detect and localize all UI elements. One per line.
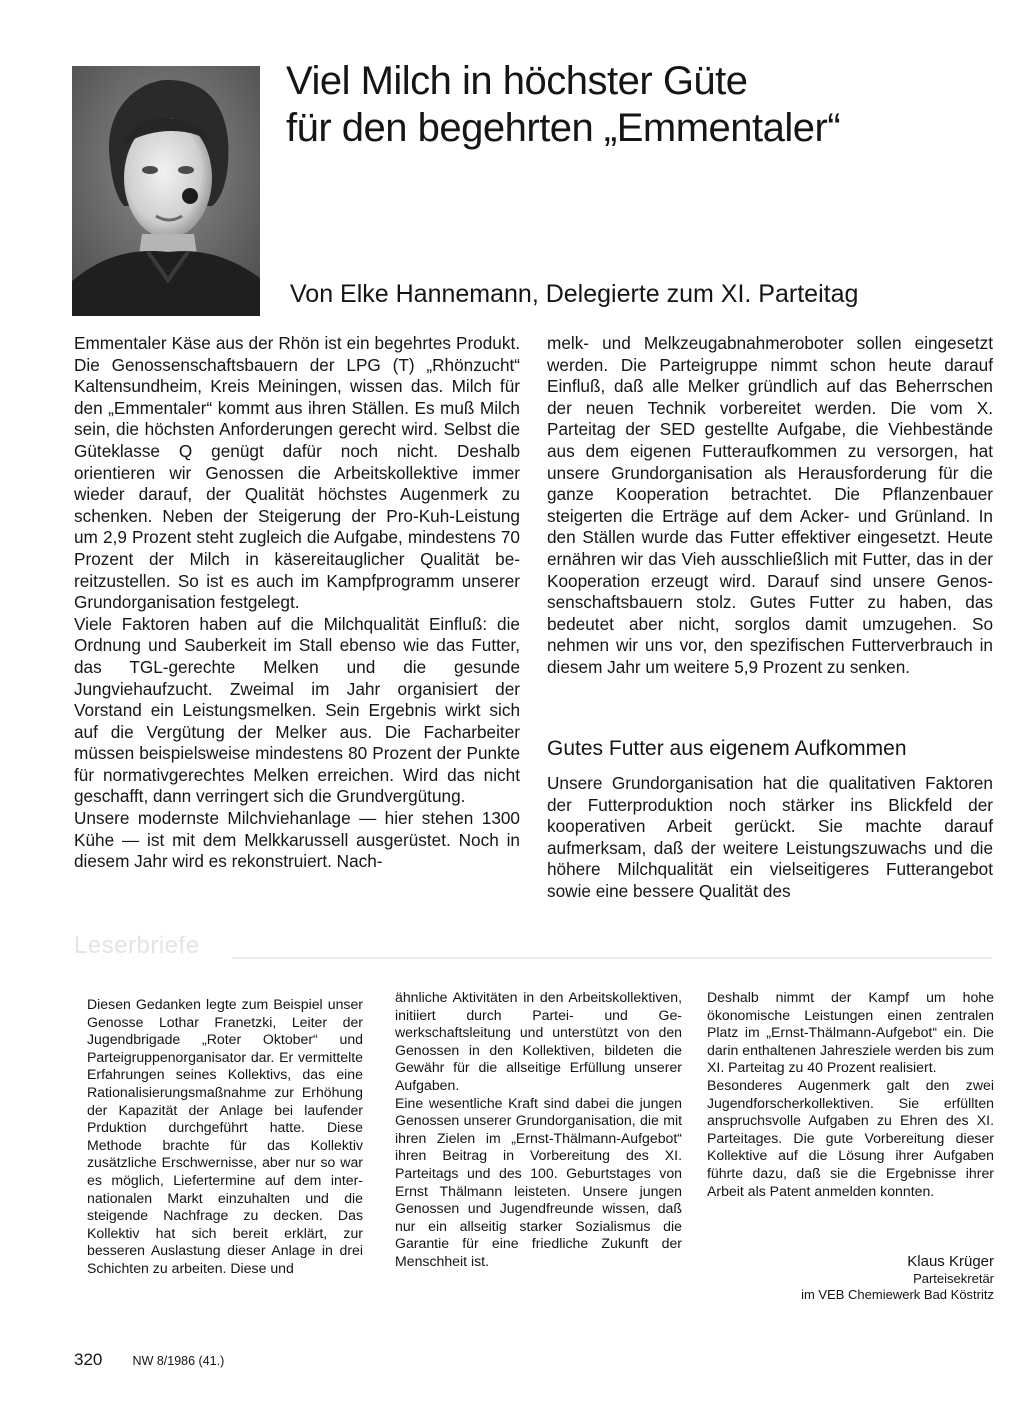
author-name: Klaus Krüger <box>907 1253 994 1270</box>
author-portrait-photo <box>72 66 260 316</box>
article-headline <box>286 58 986 152</box>
section-divider <box>232 957 992 959</box>
letter-column-2 <box>395 989 682 1271</box>
article-column-1 <box>74 333 520 873</box>
paragraph: Viele Faktoren haben auf die Milchqualität Einfluß: die Ordnung und Sauberkeit im Stall ebenso wie das Futter, das TGL-gerechte Melken und die gesunde Jungviehaufzucht. Zweimal im Jahr organisiert der Vorstand ein Leistungsmelken. Sein Ergebnis wirkt sich auf die Vergütung der Melker aus. Die Facharbeiter müssen beispielsweise mindestens 80 Prozent der Punkte für normativgerechtes Melken erreichen. Wird das nicht geschafft, dann verringert sich die Grundvergütung. <box>74 613 520 807</box>
paragraph: melk- und Melkzeugabnahmeroboter sollen eingesetzt werden. Die Parteigruppe nimmt schon heute darauf Einfluß, daß alle Melker gründlich auf das Beherrschen der neuen Technik vorbereitet werden. Die vom X. Parteitag der SED gestellte Aufgabe, die Viehbestände aus dem eigenen Futteraufkommen zu versorgen, hat unsere Grundorganisation als Herausforderung für die ganze Kooperation betrachtet. Die Pflanzenbauer steigerten die Erträge auf dem Acker- und Grünland. In den Ställen wurde das Futter effektiver eingesetzt. Heute ernähren wir das Vieh ausschließlich mit Futter, das in der Kooperation erzeugt wird. Darauf sind unsere Genossenschaftsbauern stolz. Gutes Futter zu haben, das bedeutet aber nicht, sorglos damit umzugehen. So nehmen wir uns vor, den spezifischen Futterverbrauch in diesem Jahr um weitere 5,9 Prozent zu senken. <box>547 333 993 677</box>
letter-column-3 <box>707 989 994 1200</box>
paragraph: Eine wesentliche Kraft sind dabei die jungen Genossen unserer Grundorganisation, die mit ihren Zielen im „Ernst-Thälmann-Aufgebot“ ihren Beitrag in Vorbereitung des XI. Parteitags und des 100. Geburtstages von Ernst Thälmann leisteten. Unsere jungen Genossen und Jugendfreunde wissen, daß nur ein allseitig starker Sozialismus die Garantie für eine friedliche Zukunft der Menschheit ist. <box>395 1094 682 1269</box>
paragraph: Deshalb nimmt der Kampf um hohe ökonomische Leistungen einen zentralen Platz im „Ernst-Thälmann-Aufgebot“ ein. Die darin enthaltenen Jahresziele werden bis zum XI. Parteitag zu 40 Prozent realisiert. <box>707 989 994 1076</box>
author-role: Parteisekretär <box>913 1271 994 1286</box>
paragraph: Emmentaler Käse aus der Rhön ist ein begehrtes Produkt. Die Genossenschaftsbauern der LPG (T) „Rhönzucht“ Kaltensundheim, Kreis Meiningen, wissen das. Milch für den „Emmentaler“ kommt aus ihren Ställen. Es muß Milch sein, die höchsten Anforderungen gerecht wird. Selbst die Güteklasse Q genügt dafür noch nicht. Deshalb orientieren wir Genossen die Arbeitskollektive immer wieder darauf, der Qualität höchstes Augenmerk zu schenken. Neben der Steigerung der Pro-Kuh-Leistung um 2,9 Prozent steht zugleich die Aufgabe, mindestens 70 Prozent der Milch in käsereitauglicher Qualität bereitzustellen. So ist es auch im Kampfprogramm unserer Grundorganisation festgelegt. <box>74 333 520 613</box>
letter-signature <box>707 1253 994 1303</box>
headline-line: für den begehrten „Emmentaler“ <box>286 106 841 150</box>
article-column-2-continued <box>547 773 993 903</box>
letters-section-label: Leserbriefe <box>74 932 200 959</box>
paragraph: Unsere Grundorganisation hat die qualitativen Faktoren der Futterproduktion noch stärker ins Blickfeld der kooperativen Arbeit gerückt. Sie machte darauf aufmerksam, daß der weitere Leistungszuwachs und die höhere Milchqualität ein vielseitigeres Futterangebot sowie eine bessere Qualität des <box>547 773 993 901</box>
headline-line: Viel Milch in höchster Güte <box>286 59 748 103</box>
publication-source: NW 8/1986 (41.) <box>132 1354 225 1368</box>
page-footer <box>74 1350 224 1370</box>
article-byline: Von Elke Hannemann, Delegierte zum XI. Parteitag <box>290 280 859 308</box>
article-column-2 <box>547 333 993 679</box>
article-subheading: Gutes Futter aus eigenem Aufkommen <box>547 737 907 760</box>
paragraph: Diesen Gedanken legte zum Beispiel unser Genosse Lothar Franetzki, Leiter der Jugendbrigade „Roter Oktober“ und Parteigruppenorganisator dar. Er vermittelte Erfahrungen seines Kollektivs, das eine Rationalisierungsmaßnahme zur Erhöhung der Kapazität der Anlage bei laufender Prduktion durchgeführt hatte. Diese Methode brachte für das Kollektiv zusätzliche Erschwernisse, aber nur so war es möglich, Liefertermine auf dem internationalen Markt einzuhalten und die steigende Nachfrage zu decken. Das Kollektiv hat sich bereit erklärt, zur besseren Auslastung dieser Anlage in drei Schichten zu arbeiten. Diese und <box>87 996 363 1276</box>
paragraph: Unsere modernste Milchviehanlage — hier stehen 1300 Kühe — ist mit dem Melkkarussell ausgerüstet. Noch in diesem Jahr wird es rekonstruiert. Nach- <box>74 808 520 872</box>
page-number: 320 <box>74 1350 103 1369</box>
letter-column-1 <box>87 996 363 1278</box>
paragraph: Besonderes Augenmerk galt den zwei Jugendforscherkollektiven. Sie erfüllten anspruchsvolle Aufgaben zu Ehren des XI. Parteitages. Die gute Vorbereitung dieser Kollektive auf die Lösung ihrer Aufgaben führte dazu, daß sie die Ergebnisse ihrer Arbeit als Patent anmelden konnten. <box>707 1076 994 1199</box>
author-role: im VEB Chemiewerk Bad Köstritz <box>801 1287 994 1302</box>
paragraph: ähnliche Aktivitäten in den Arbeitskollektiven, initiiert durch Partei- und Gewerkschaftsleitung und unterstützt von den Genossen in den Kollektiven, bildeten die Gewähr für die allseitige Erfüllung unserer Aufgaben. <box>395 989 682 1093</box>
